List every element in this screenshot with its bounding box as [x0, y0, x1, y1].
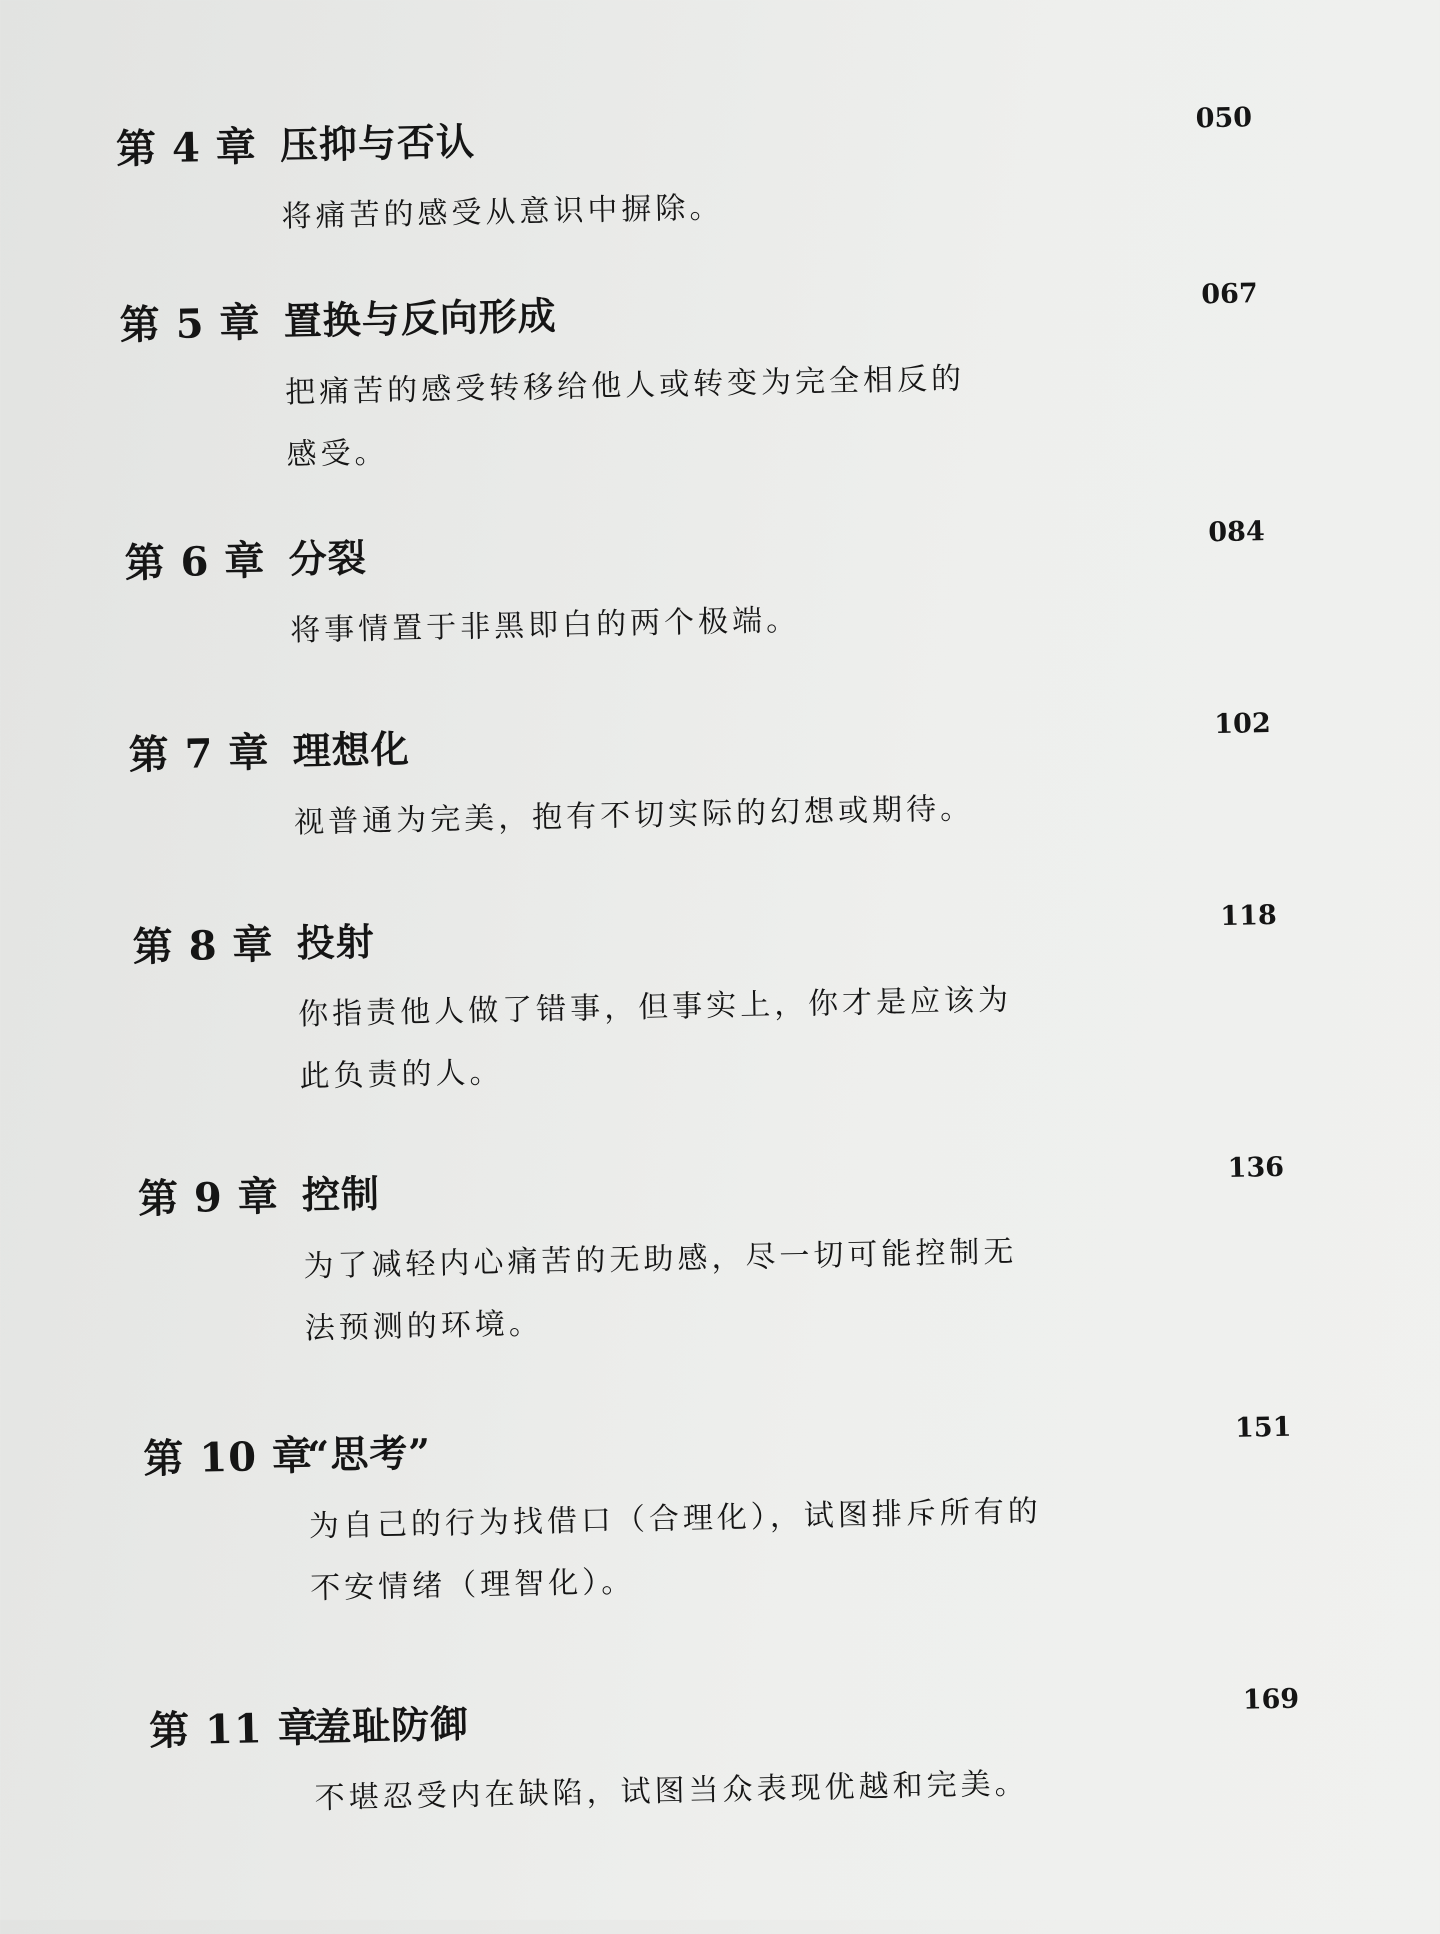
- description-line: 为自己的行为找借口（合理化），试图排斥所有的: [308, 1493, 1043, 1545]
- chapter-number: 第 7 章: [128, 728, 270, 779]
- chapter-title: 分裂: [288, 534, 368, 582]
- page-number: 050: [1195, 102, 1253, 135]
- chapter-number: 第 5 章: [119, 299, 261, 349]
- chapter-title: “思考”: [306, 1429, 432, 1478]
- page-number: 151: [1234, 1411, 1292, 1444]
- page-number: 067: [1201, 278, 1259, 311]
- chapter-title: 控制: [301, 1170, 381, 1218]
- page-number: 102: [1214, 707, 1272, 741]
- description-line: 你指责他人做了错事，但事实上，你才是应该为: [297, 982, 1013, 1033]
- chapter-title: 理想化: [292, 726, 411, 774]
- chapter-title: 压抑与否认: [279, 118, 476, 168]
- chapter-number: 第 6 章: [124, 537, 266, 587]
- chapter-title: 羞耻防御: [312, 1700, 470, 1750]
- description-line: 将事情置于非黑即白的两个极端。: [289, 602, 801, 649]
- chapter-description: [314, 1751, 1115, 1830]
- description-line: 法预测的环境。: [304, 1306, 544, 1347]
- description-line: 感受。: [286, 435, 389, 473]
- chapter-title: 投射: [296, 918, 376, 966]
- chapter-number: 第 11 章: [148, 1704, 320, 1755]
- chapter-description: [290, 584, 1091, 663]
- chapter-description: [303, 1220, 1105, 1361]
- chapter-number: 第 10 章: [143, 1432, 314, 1483]
- chapter-description: [298, 968, 1100, 1109]
- description-line: 将痛苦的感受从意识中摒除。: [281, 190, 724, 235]
- chapter-number: 第 9 章: [137, 1172, 280, 1223]
- page-number: 169: [1242, 1683, 1300, 1716]
- description-line: 把痛苦的感受转移给他人或转变为完全相反的: [284, 361, 966, 411]
- chapter-title: 置换与反向形成: [283, 292, 558, 344]
- chapter-description: [308, 1480, 1110, 1621]
- page-number: 136: [1227, 1151, 1285, 1184]
- description-line: 视普通为完美，抱有不切实际的幻想或期待。: [293, 791, 975, 841]
- chapter-description: [294, 776, 1095, 855]
- description-line: 不堪忍受内在缺陷，试图当众表现优越和完美。: [314, 1766, 1029, 1817]
- description-line: 此负责的人。: [299, 1055, 504, 1095]
- description-line: 为了减轻内心痛苦的无助感，尽一切可能控制无: [303, 1234, 1018, 1285]
- chapter-number: 第 8 章: [132, 920, 274, 971]
- chapter-number: 第 4 章: [115, 123, 258, 174]
- chapter-description: [285, 346, 1087, 487]
- page-number: 084: [1208, 516, 1266, 549]
- chapter-description: [281, 170, 1082, 249]
- description-line: 不安情绪（理智化）。: [309, 1564, 636, 1607]
- page-number: 118: [1220, 899, 1278, 933]
